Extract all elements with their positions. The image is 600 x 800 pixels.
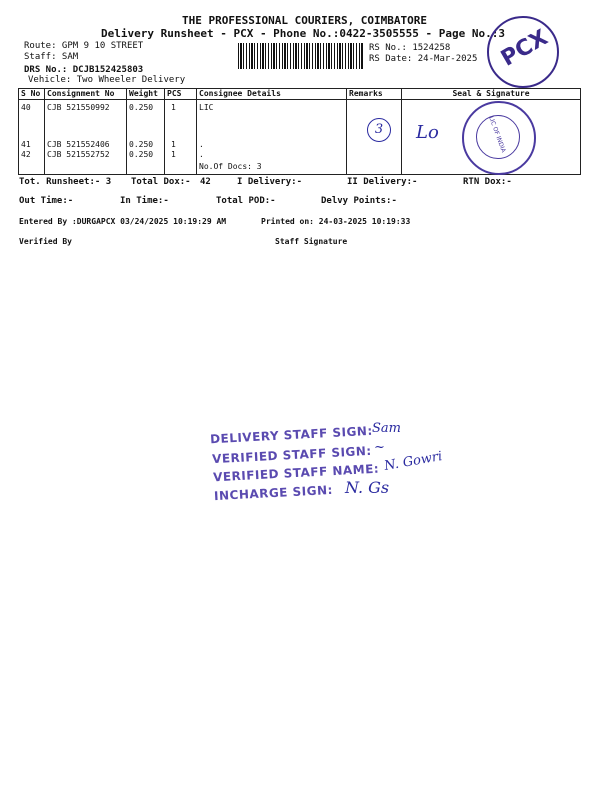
barcode (238, 43, 364, 69)
col-pcs (165, 100, 197, 175)
rs-number: RS No.: 1524258 (369, 43, 451, 53)
row-40-consignee: LIC (199, 103, 214, 112)
header-consignee: Consignee Details (197, 89, 347, 100)
col-weight (127, 100, 165, 175)
header-seal-signature: Seal & Signature (402, 89, 581, 100)
incharge-sign-stamp: INCHARGE SIGN: (213, 482, 334, 504)
pcx-stamp: PCX (497, 25, 553, 72)
row-40-consignment: CJB 521550992 (47, 103, 110, 112)
delivery-staff-sign-stamp: DELIVERY STAFF SIGN: (209, 423, 374, 447)
delivery-signature: Lo (416, 122, 439, 143)
header-remarks: Remarks (347, 89, 402, 100)
out-time: Out Time:- (19, 196, 74, 206)
company-title: THE PROFESSIONAL COURIERS, COIMBATORE (182, 14, 428, 27)
row-41-consignee: . (199, 140, 204, 149)
col-consignee (197, 100, 347, 175)
remark-mark: 3 (367, 118, 391, 142)
delivery-staff-signature: Sam (372, 421, 401, 436)
printed-on: Printed on: 24-03-2025 10:19:33 (261, 217, 411, 226)
row-41-pcs: 1 (171, 140, 176, 149)
header-weight: Weight (127, 89, 165, 100)
row-40-weight: 0.250 (129, 103, 154, 112)
route-label: Route: GPM 9 10 STREET (24, 41, 144, 51)
vehicle-label: Vehicle: Two Wheeler Delivery (28, 75, 186, 85)
row-41-consignment: CJB 521552406 (47, 140, 110, 149)
i-delivery: I Delivery:- (237, 177, 303, 187)
total-dox-value: 42 (200, 177, 211, 187)
row-42-sno: 42 (21, 150, 31, 159)
col-sno (19, 100, 45, 175)
staff-label: Staff: SAM (24, 52, 79, 62)
drs-number: DRS No.: DCJB152425803 (24, 65, 144, 75)
verified-staff-name-handwritten: N. Gowri (383, 449, 444, 474)
row-42-consignee: . (199, 150, 204, 159)
entered-by: Entered By :DURGAPCX 03/24/2025 10:19:29 AM (19, 217, 227, 226)
total-pod: Total POD:- (216, 196, 276, 206)
total-dox-label: Total Dox:- (131, 177, 191, 187)
no-of-docs: No.Of Docs: 3 (199, 162, 262, 171)
row-40-sno: 40 (21, 103, 31, 112)
header-consignment: Consignment No (45, 89, 127, 100)
verified-staff-sign-stamp: VERIFIED STAFF SIGN: (211, 443, 373, 467)
in-time: In Time:- (120, 196, 169, 206)
ii-delivery: II Delivery:- (347, 177, 418, 187)
delvy-points: Delvy Points:- (321, 196, 397, 206)
verified-staff-name-stamp: VERIFIED STAFF NAME: (212, 461, 380, 485)
row-42-weight: 0.250 (129, 150, 154, 159)
runsheet-title: Delivery Runsheet - PCX - Phone No.:0422-3505555 - Page No.:3 (101, 27, 505, 40)
rs-date: RS Date: 24-Mar-2025 (369, 54, 478, 64)
col-remarks (347, 100, 402, 175)
row-42-pcs: 1 (171, 150, 176, 159)
tot-runsheet: Tot. Runsheet:- 3 (19, 177, 112, 187)
lic-seal-text: LIC OF INDIA (487, 115, 507, 154)
rtn-dox: RTN Dox:- (463, 177, 512, 187)
verified-staff-signature: ~ (374, 440, 385, 455)
header-pcs: PCS (165, 89, 197, 100)
incharge-signature: N. Gs (345, 478, 390, 497)
row-41-weight: 0.250 (129, 140, 154, 149)
staff-signature: Staff Signature (275, 237, 348, 246)
header-sno: S No (19, 89, 45, 100)
row-40-pcs: 1 (171, 103, 176, 112)
verified-by: Verified By (19, 237, 72, 246)
row-41-sno: 41 (21, 140, 31, 149)
row-42-consignment: CJB 521552752 (47, 150, 110, 159)
col-consignment (45, 100, 127, 175)
